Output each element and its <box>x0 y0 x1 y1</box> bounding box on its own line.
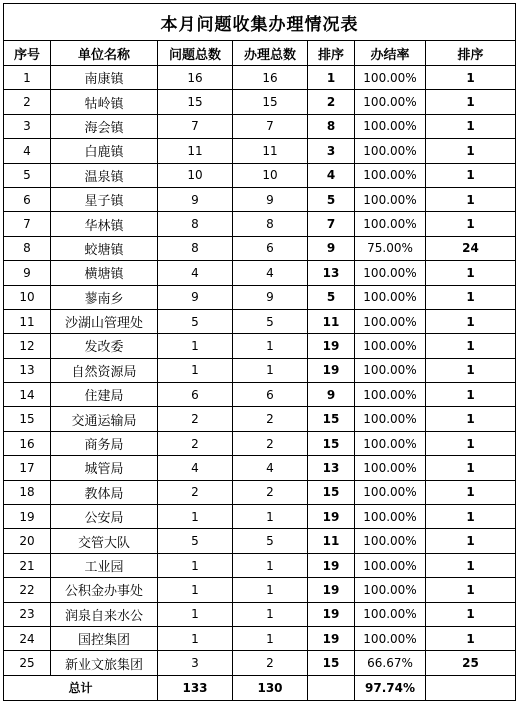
cell-handled: 2 <box>233 651 308 675</box>
cell-unit: 城管局 <box>51 456 158 480</box>
cell-total: 8 <box>158 212 233 236</box>
cell-rank: 19 <box>308 553 355 577</box>
cell-rank: 5 <box>308 187 355 211</box>
cell-rate: 100.00% <box>355 407 426 431</box>
cell-rate: 100.00% <box>355 431 426 455</box>
cell-rank-rate: 1 <box>426 114 516 138</box>
cell-total: 2 <box>158 480 233 504</box>
cell-handled: 11 <box>233 139 308 163</box>
cell-rank-rate: 1 <box>426 626 516 650</box>
report-sheet <box>3 3 515 701</box>
cell-rank: 15 <box>308 431 355 455</box>
cell-unit: 横塘镇 <box>51 261 158 285</box>
header-total: 问题总数 <box>158 41 233 66</box>
totals-rate: 97.74% <box>355 675 426 700</box>
cell-rate: 100.00% <box>355 602 426 626</box>
cell-rank-rate: 1 <box>426 285 516 309</box>
header-handled: 办理总数 <box>233 41 308 66</box>
cell-unit: 发改委 <box>51 334 158 358</box>
cell-unit: 工业园 <box>51 553 158 577</box>
cell-unit: 温泉镇 <box>51 163 158 187</box>
cell-total: 10 <box>158 163 233 187</box>
cell-unit: 交管大队 <box>51 529 158 553</box>
cell-handled: 2 <box>233 480 308 504</box>
cell-rate: 100.00% <box>355 139 426 163</box>
header-no: 序号 <box>4 41 51 66</box>
cell-no: 19 <box>4 505 51 529</box>
cell-rate: 100.00% <box>355 114 426 138</box>
cell-total: 9 <box>158 187 233 211</box>
cell-rank: 19 <box>308 626 355 650</box>
cell-rank: 15 <box>308 651 355 675</box>
cell-no: 12 <box>4 334 51 358</box>
cell-no: 7 <box>4 212 51 236</box>
cell-unit: 公积金办事处 <box>51 578 158 602</box>
cell-no: 2 <box>4 90 51 114</box>
cell-total: 1 <box>158 334 233 358</box>
cell-rank-rate: 1 <box>426 407 516 431</box>
report-table <box>3 3 516 701</box>
cell-handled: 1 <box>233 602 308 626</box>
table-row <box>4 139 516 163</box>
cell-total: 9 <box>158 285 233 309</box>
cell-rank-rate: 1 <box>426 212 516 236</box>
cell-handled: 5 <box>233 529 308 553</box>
cell-no: 20 <box>4 529 51 553</box>
table-row <box>4 90 516 114</box>
cell-handled: 15 <box>233 90 308 114</box>
cell-unit: 星子镇 <box>51 187 158 211</box>
cell-rank: 2 <box>308 90 355 114</box>
cell-rate: 100.00% <box>355 66 426 90</box>
cell-handled: 6 <box>233 383 308 407</box>
cell-no: 8 <box>4 236 51 260</box>
cell-total: 1 <box>158 626 233 650</box>
cell-rate: 100.00% <box>355 212 426 236</box>
cell-rate: 100.00% <box>355 456 426 480</box>
table-row <box>4 66 516 90</box>
cell-no: 17 <box>4 456 51 480</box>
cell-no: 3 <box>4 114 51 138</box>
cell-rate: 100.00% <box>355 553 426 577</box>
header-unit: 单位名称 <box>51 41 158 66</box>
cell-rank: 11 <box>308 529 355 553</box>
cell-rank: 13 <box>308 456 355 480</box>
cell-unit: 海会镇 <box>51 114 158 138</box>
cell-rank: 19 <box>308 578 355 602</box>
cell-rank-rate: 1 <box>426 163 516 187</box>
cell-rank-rate: 1 <box>426 90 516 114</box>
table-row <box>4 651 516 675</box>
cell-no: 6 <box>4 187 51 211</box>
cell-rank: 8 <box>308 114 355 138</box>
cell-total: 8 <box>158 236 233 260</box>
cell-unit: 南康镇 <box>51 66 158 90</box>
cell-rate: 100.00% <box>355 187 426 211</box>
cell-no: 9 <box>4 261 51 285</box>
totals-label: 总计 <box>4 675 158 700</box>
cell-handled: 2 <box>233 407 308 431</box>
cell-total: 3 <box>158 651 233 675</box>
cell-rank-rate: 1 <box>426 505 516 529</box>
cell-total: 1 <box>158 602 233 626</box>
cell-no: 10 <box>4 285 51 309</box>
cell-handled: 4 <box>233 261 308 285</box>
cell-total: 6 <box>158 383 233 407</box>
header-row <box>4 41 516 66</box>
cell-unit: 润泉自来水公 <box>51 602 158 626</box>
table-row <box>4 358 516 382</box>
cell-rank: 5 <box>308 285 355 309</box>
cell-rank: 13 <box>308 261 355 285</box>
cell-rate: 100.00% <box>355 285 426 309</box>
cell-handled: 2 <box>233 431 308 455</box>
table-row <box>4 602 516 626</box>
table-row <box>4 163 516 187</box>
table-title: 本月问题收集办理情况表 <box>4 4 516 41</box>
cell-total: 1 <box>158 578 233 602</box>
cell-unit: 蛟塘镇 <box>51 236 158 260</box>
table-row <box>4 285 516 309</box>
cell-rank: 9 <box>308 383 355 407</box>
cell-rank-rate: 1 <box>426 261 516 285</box>
cell-rate: 100.00% <box>355 505 426 529</box>
header-rank: 排序 <box>308 41 355 66</box>
cell-unit: 公安局 <box>51 505 158 529</box>
cell-handled: 9 <box>233 285 308 309</box>
totals-rank-rate <box>426 675 516 700</box>
cell-rank: 11 <box>308 309 355 333</box>
cell-handled: 10 <box>233 163 308 187</box>
cell-total: 2 <box>158 407 233 431</box>
cell-handled: 4 <box>233 456 308 480</box>
cell-total: 5 <box>158 309 233 333</box>
cell-rank: 19 <box>308 602 355 626</box>
cell-rate: 100.00% <box>355 309 426 333</box>
cell-rank-rate: 1 <box>426 480 516 504</box>
table-row <box>4 505 516 529</box>
cell-rate: 100.00% <box>355 578 426 602</box>
cell-rank: 4 <box>308 163 355 187</box>
table-row <box>4 456 516 480</box>
table-row <box>4 407 516 431</box>
cell-rate: 100.00% <box>355 383 426 407</box>
cell-rank-rate: 1 <box>426 358 516 382</box>
cell-handled: 1 <box>233 553 308 577</box>
cell-handled: 1 <box>233 626 308 650</box>
totals-total: 133 <box>158 675 233 700</box>
cell-rate: 100.00% <box>355 358 426 382</box>
cell-rate: 100.00% <box>355 626 426 650</box>
cell-no: 13 <box>4 358 51 382</box>
table-row <box>4 578 516 602</box>
table-row <box>4 626 516 650</box>
cell-total: 16 <box>158 66 233 90</box>
table-row <box>4 212 516 236</box>
cell-rank-rate: 1 <box>426 431 516 455</box>
table-row <box>4 480 516 504</box>
cell-no: 5 <box>4 163 51 187</box>
table-row <box>4 261 516 285</box>
cell-rank-rate: 1 <box>426 553 516 577</box>
cell-rate: 66.67% <box>355 651 426 675</box>
cell-unit: 牯岭镇 <box>51 90 158 114</box>
cell-total: 2 <box>158 431 233 455</box>
header-rate: 办结率 <box>355 41 426 66</box>
cell-handled: 1 <box>233 578 308 602</box>
table-row <box>4 236 516 260</box>
cell-rank-rate: 25 <box>426 651 516 675</box>
cell-rank-rate: 1 <box>426 456 516 480</box>
cell-handled: 1 <box>233 334 308 358</box>
header-rank-rate: 排序 <box>426 41 516 66</box>
cell-handled: 16 <box>233 66 308 90</box>
cell-rank-rate: 1 <box>426 139 516 163</box>
cell-total: 4 <box>158 261 233 285</box>
cell-unit: 白鹿镇 <box>51 139 158 163</box>
cell-no: 25 <box>4 651 51 675</box>
cell-no: 22 <box>4 578 51 602</box>
cell-rank: 19 <box>308 334 355 358</box>
cell-total: 7 <box>158 114 233 138</box>
cell-no: 18 <box>4 480 51 504</box>
cell-unit: 教体局 <box>51 480 158 504</box>
cell-no: 11 <box>4 309 51 333</box>
cell-no: 14 <box>4 383 51 407</box>
cell-total: 11 <box>158 139 233 163</box>
cell-rank-rate: 1 <box>426 578 516 602</box>
cell-no: 24 <box>4 626 51 650</box>
cell-total: 5 <box>158 529 233 553</box>
cell-rank-rate: 1 <box>426 383 516 407</box>
cell-total: 1 <box>158 505 233 529</box>
cell-rate: 100.00% <box>355 261 426 285</box>
table-row <box>4 187 516 211</box>
cell-unit: 国控集团 <box>51 626 158 650</box>
cell-unit: 自然资源局 <box>51 358 158 382</box>
cell-no: 15 <box>4 407 51 431</box>
cell-total: 1 <box>158 358 233 382</box>
cell-rank-rate: 1 <box>426 187 516 211</box>
totals-handled: 130 <box>233 675 308 700</box>
table-row <box>4 553 516 577</box>
cell-handled: 7 <box>233 114 308 138</box>
cell-rank-rate: 24 <box>426 236 516 260</box>
cell-unit: 华林镇 <box>51 212 158 236</box>
cell-rank: 19 <box>308 505 355 529</box>
cell-rate: 100.00% <box>355 90 426 114</box>
cell-rank-rate: 1 <box>426 309 516 333</box>
cell-rank: 9 <box>308 236 355 260</box>
cell-rate: 100.00% <box>355 480 426 504</box>
cell-rate: 100.00% <box>355 529 426 553</box>
cell-rank: 3 <box>308 139 355 163</box>
table-row <box>4 309 516 333</box>
table-row <box>4 334 516 358</box>
cell-rank-rate: 1 <box>426 602 516 626</box>
table-row <box>4 114 516 138</box>
cell-total: 1 <box>158 553 233 577</box>
cell-unit: 蓼南乡 <box>51 285 158 309</box>
cell-rank: 15 <box>308 480 355 504</box>
cell-total: 4 <box>158 456 233 480</box>
cell-rank-rate: 1 <box>426 529 516 553</box>
cell-rank: 15 <box>308 407 355 431</box>
cell-no: 4 <box>4 139 51 163</box>
cell-unit: 交通运输局 <box>51 407 158 431</box>
cell-rank: 1 <box>308 66 355 90</box>
cell-unit: 住建局 <box>51 383 158 407</box>
cell-no: 16 <box>4 431 51 455</box>
cell-no: 1 <box>4 66 51 90</box>
cell-no: 21 <box>4 553 51 577</box>
cell-handled: 5 <box>233 309 308 333</box>
cell-handled: 1 <box>233 358 308 382</box>
totals-rank <box>308 675 355 700</box>
cell-handled: 9 <box>233 187 308 211</box>
cell-handled: 8 <box>233 212 308 236</box>
cell-unit: 商务局 <box>51 431 158 455</box>
totals-row <box>4 675 516 700</box>
cell-rank-rate: 1 <box>426 334 516 358</box>
table-row <box>4 383 516 407</box>
cell-rank: 7 <box>308 212 355 236</box>
cell-rank: 19 <box>308 358 355 382</box>
cell-total: 15 <box>158 90 233 114</box>
cell-handled: 1 <box>233 505 308 529</box>
table-row <box>4 431 516 455</box>
cell-no: 23 <box>4 602 51 626</box>
cell-unit: 沙湖山管理处 <box>51 309 158 333</box>
cell-rank-rate: 1 <box>426 66 516 90</box>
cell-handled: 6 <box>233 236 308 260</box>
cell-rate: 75.00% <box>355 236 426 260</box>
table-row <box>4 529 516 553</box>
cell-unit: 新业文旅集团 <box>51 651 158 675</box>
cell-rate: 100.00% <box>355 163 426 187</box>
cell-rate: 100.00% <box>355 334 426 358</box>
